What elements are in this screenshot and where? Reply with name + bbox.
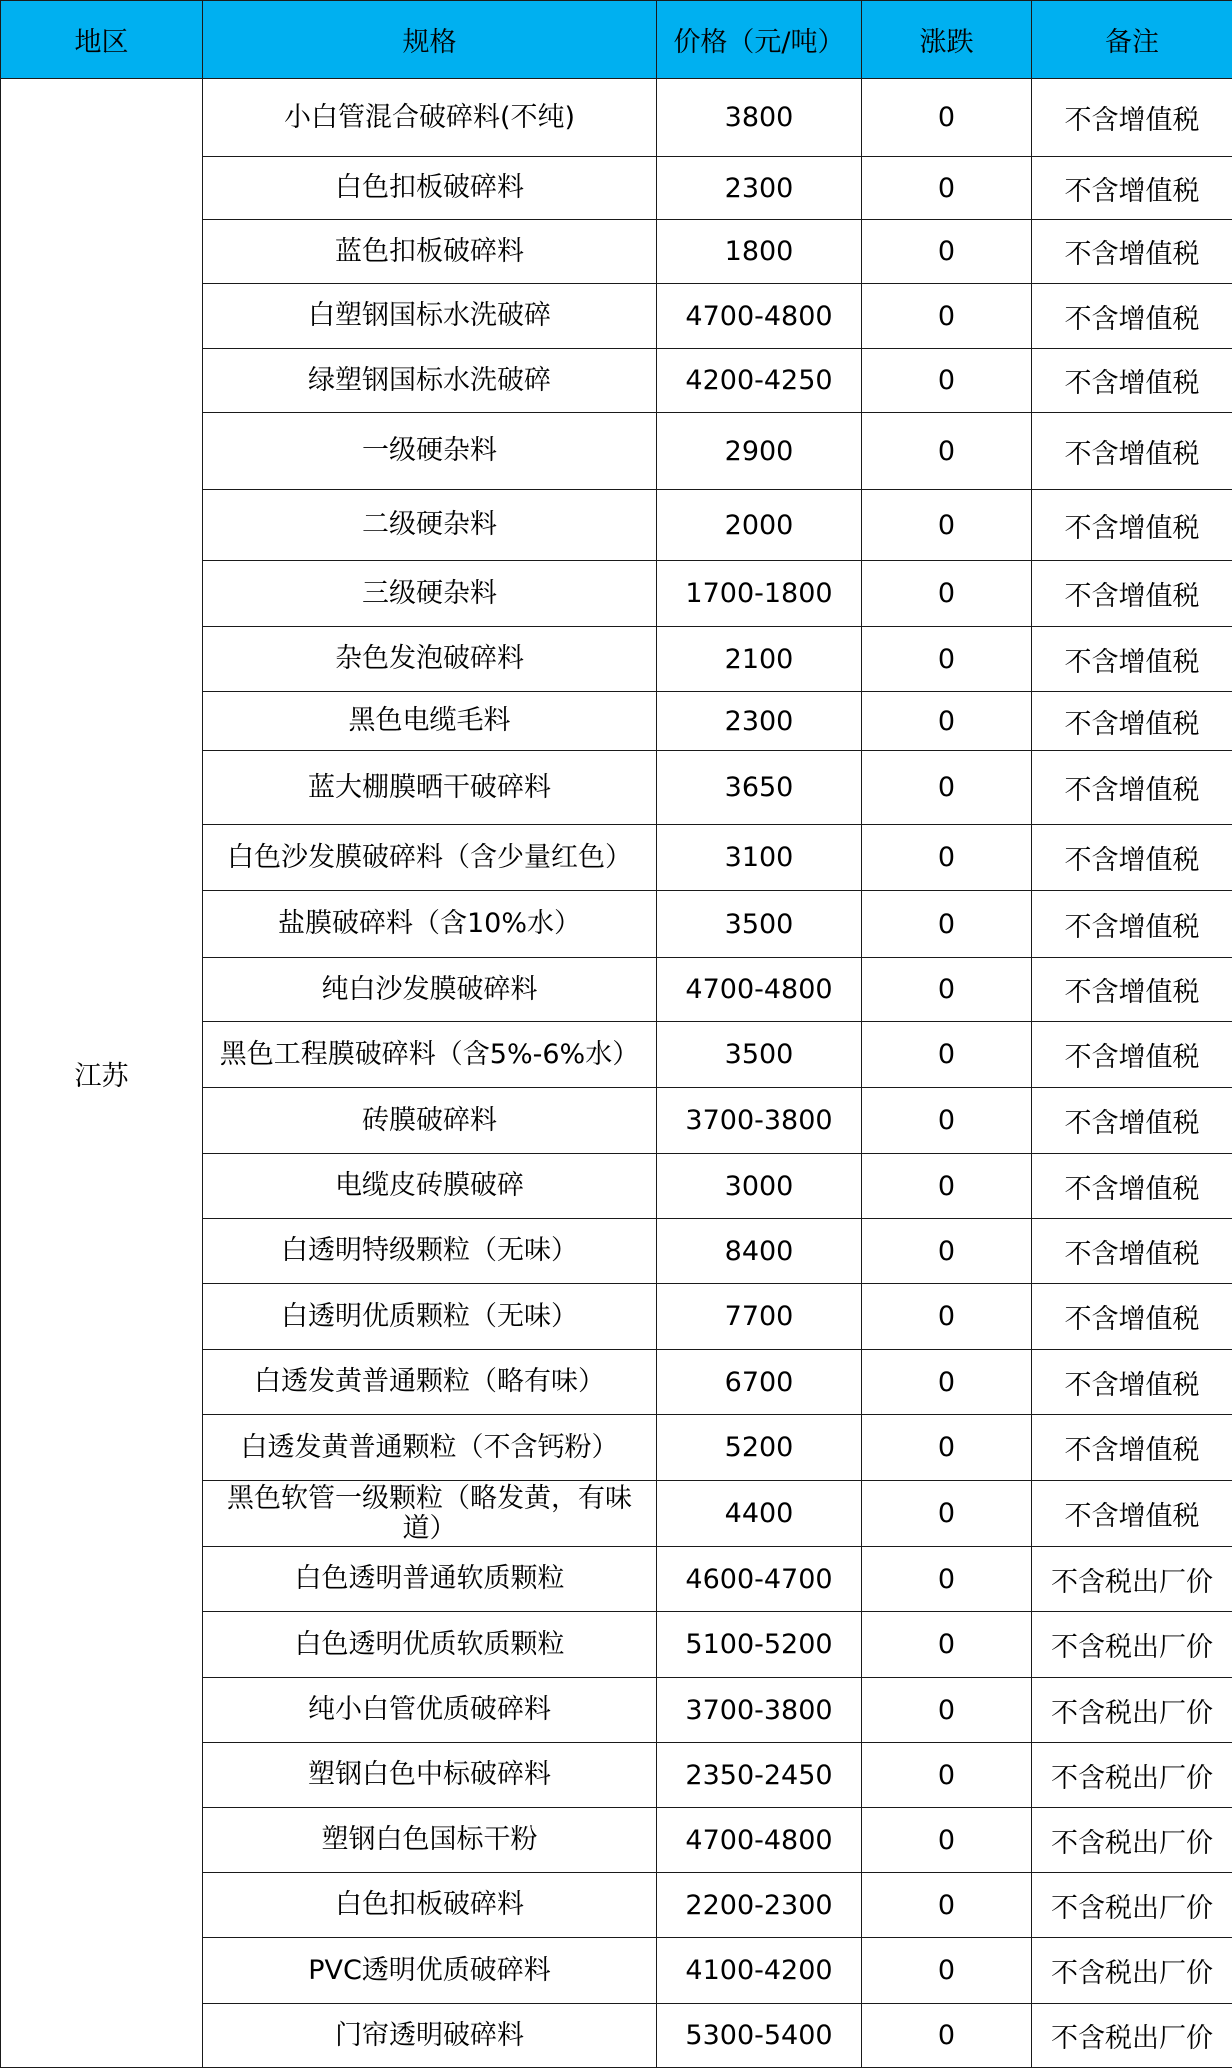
price-cell: 2350-2450 (657, 1743, 862, 1808)
spec-cell: 三级硬杂料 (203, 561, 657, 627)
note-cell: 不含增值税 (1032, 751, 1232, 825)
header-region: 地区 (1, 1, 203, 79)
price-cell: 3700-3800 (657, 1088, 862, 1154)
change-cell: 0 (862, 1678, 1032, 1743)
change-cell: 0 (862, 220, 1032, 284)
spec-cell: 白色透明优质软质颗粒 (203, 1612, 657, 1678)
change-cell: 0 (862, 692, 1032, 751)
spec-cell: 纯白沙发膜破碎料 (203, 958, 657, 1022)
spec-cell: 二级硬杂料 (203, 490, 657, 561)
note-cell: 不含增值税 (1032, 1154, 1232, 1219)
note-cell: 不含增值税 (1032, 958, 1232, 1022)
change-cell: 0 (862, 751, 1032, 825)
price-cell: 2300 (657, 157, 862, 220)
price-cell: 4400 (657, 1481, 862, 1547)
price-cell: 4100-4200 (657, 1938, 862, 2004)
note-cell: 不含税出厂价 (1032, 1678, 1232, 1743)
change-cell: 0 (862, 1808, 1032, 1873)
change-cell: 0 (862, 1481, 1032, 1547)
price-cell: 6700 (657, 1350, 862, 1415)
header-change: 涨跌 (862, 1, 1032, 79)
price-cell: 2100 (657, 627, 862, 692)
change-cell: 0 (862, 413, 1032, 490)
price-cell: 3500 (657, 1022, 862, 1088)
price-cell: 5100-5200 (657, 1612, 862, 1678)
change-cell: 0 (862, 825, 1032, 891)
note-cell: 不含增值税 (1032, 79, 1232, 157)
note-cell: 不含税出厂价 (1032, 1808, 1232, 1873)
spec-cell: 一级硬杂料 (203, 413, 657, 490)
spec-cell: 纯小白管优质破碎料 (203, 1678, 657, 1743)
price-cell: 2200-2300 (657, 1873, 862, 1938)
note-cell: 不含增值税 (1032, 1481, 1232, 1547)
change-cell: 0 (862, 284, 1032, 349)
spec-cell: 塑钢白色中标破碎料 (203, 1743, 657, 1808)
spec-cell: 白透发黄普通颗粒（略有味） (203, 1350, 657, 1415)
note-cell: 不含税出厂价 (1032, 1547, 1232, 1612)
spec-cell: 白色透明普通软质颗粒 (203, 1547, 657, 1612)
note-cell: 不含增值税 (1032, 1350, 1232, 1415)
header-note: 备注 (1032, 1, 1232, 79)
price-cell: 1800 (657, 220, 862, 284)
change-cell: 0 (862, 1154, 1032, 1219)
change-cell: 0 (862, 1743, 1032, 1808)
note-cell: 不含增值税 (1032, 413, 1232, 490)
spec-cell: 蓝色扣板破碎料 (203, 220, 657, 284)
note-cell: 不含税出厂价 (1032, 1873, 1232, 1938)
spec-cell: 白色沙发膜破碎料（含少量红色） (203, 825, 657, 891)
note-cell: 不含增值税 (1032, 1022, 1232, 1088)
note-cell: 不含增值税 (1032, 1088, 1232, 1154)
change-cell: 0 (862, 1612, 1032, 1678)
price-cell: 3800 (657, 79, 862, 157)
spec-cell: 砖膜破碎料 (203, 1088, 657, 1154)
change-cell: 0 (862, 561, 1032, 627)
price-cell: 4700-4800 (657, 958, 862, 1022)
note-cell: 不含增值税 (1032, 561, 1232, 627)
spec-cell: 盐膜破碎料（含10%水） (203, 891, 657, 958)
price-cell: 4600-4700 (657, 1547, 862, 1612)
note-cell: 不含增值税 (1032, 825, 1232, 891)
price-cell: 8400 (657, 1219, 862, 1284)
change-cell: 0 (862, 1219, 1032, 1284)
price-cell: 2900 (657, 413, 862, 490)
spec-cell: 白塑钢国标水洗破碎 (203, 284, 657, 349)
change-cell: 0 (862, 1022, 1032, 1088)
spec-cell: 小白管混合破碎料(不纯) (203, 79, 657, 157)
spec-cell: 黑色电缆毛料 (203, 692, 657, 751)
price-cell: 3000 (657, 1154, 862, 1219)
spec-cell: 塑钢白色国标干粉 (203, 1808, 657, 1873)
change-cell: 0 (862, 627, 1032, 692)
spec-cell: 白透发黄普通颗粒（不含钙粉） (203, 1415, 657, 1481)
price-cell: 2000 (657, 490, 862, 561)
change-cell: 0 (862, 1088, 1032, 1154)
change-cell: 0 (862, 2004, 1032, 2068)
change-cell: 0 (862, 1350, 1032, 1415)
change-cell: 0 (862, 490, 1032, 561)
spec-cell: 杂色发泡破碎料 (203, 627, 657, 692)
note-cell: 不含增值税 (1032, 1219, 1232, 1284)
price-cell: 5200 (657, 1415, 862, 1481)
note-cell: 不含税出厂价 (1032, 1612, 1232, 1678)
change-cell: 0 (862, 349, 1032, 413)
header-row (1, 1, 1232, 79)
note-cell: 不含增值税 (1032, 220, 1232, 284)
price-cell: 7700 (657, 1284, 862, 1350)
note-cell: 不含税出厂价 (1032, 1938, 1232, 2004)
spec-cell: 白色扣板破碎料 (203, 157, 657, 220)
note-cell: 不含增值税 (1032, 490, 1232, 561)
note-cell: 不含增值税 (1032, 1415, 1232, 1481)
note-cell: 不含增值税 (1032, 1284, 1232, 1350)
change-cell: 0 (862, 157, 1032, 220)
spec-cell: 白透明优质颗粒（无味） (203, 1284, 657, 1350)
spec-cell: 黑色软管一级颗粒（略发黄，有味道） (203, 1481, 657, 1547)
price-cell: 3650 (657, 751, 862, 825)
price-cell: 2300 (657, 692, 862, 751)
change-cell: 0 (862, 79, 1032, 157)
spec-cell: 门帘透明破碎料 (203, 2004, 657, 2068)
price-cell: 3100 (657, 825, 862, 891)
price-cell: 5300-5400 (657, 2004, 862, 2068)
change-cell: 0 (862, 1547, 1032, 1612)
note-cell: 不含增值税 (1032, 284, 1232, 349)
change-cell: 0 (862, 1284, 1032, 1350)
price-cell: 1700-1800 (657, 561, 862, 627)
spec-cell: 白透明特级颗粒（无味） (203, 1219, 657, 1284)
change-cell: 0 (862, 1415, 1032, 1481)
change-cell: 0 (862, 1938, 1032, 2004)
note-cell: 不含增值税 (1032, 891, 1232, 958)
note-cell: 不含增值税 (1032, 627, 1232, 692)
price-cell: 4200-4250 (657, 349, 862, 413)
change-cell: 0 (862, 1873, 1032, 1938)
header-price: 价格（元/吨） (657, 1, 862, 79)
spec-cell: 白色扣板破碎料 (203, 1873, 657, 1938)
note-cell: 不含增值税 (1032, 692, 1232, 751)
change-cell: 0 (862, 891, 1032, 958)
header-spec: 规格 (203, 1, 657, 79)
price-cell: 3700-3800 (657, 1678, 862, 1743)
note-cell: 不含税出厂价 (1032, 1743, 1232, 1808)
spec-cell: 蓝大棚膜晒干破碎料 (203, 751, 657, 825)
region-cell: 江苏 (1, 79, 203, 2068)
note-cell: 不含增值税 (1032, 157, 1232, 220)
spec-cell: 电缆皮砖膜破碎 (203, 1154, 657, 1219)
spec-cell: PVC透明优质破碎料 (203, 1938, 657, 2004)
spec-cell: 黑色工程膜破碎料（含5%-6%水） (203, 1022, 657, 1088)
price-cell: 4700-4800 (657, 284, 862, 349)
price-cell: 4700-4800 (657, 1808, 862, 1873)
price-cell: 3500 (657, 891, 862, 958)
table-body (1, 79, 1232, 2068)
spec-cell: 绿塑钢国标水洗破碎 (203, 349, 657, 413)
note-cell: 不含增值税 (1032, 349, 1232, 413)
change-cell: 0 (862, 958, 1032, 1022)
table-row (1, 79, 1232, 157)
note-cell: 不含税出厂价 (1032, 2004, 1232, 2068)
